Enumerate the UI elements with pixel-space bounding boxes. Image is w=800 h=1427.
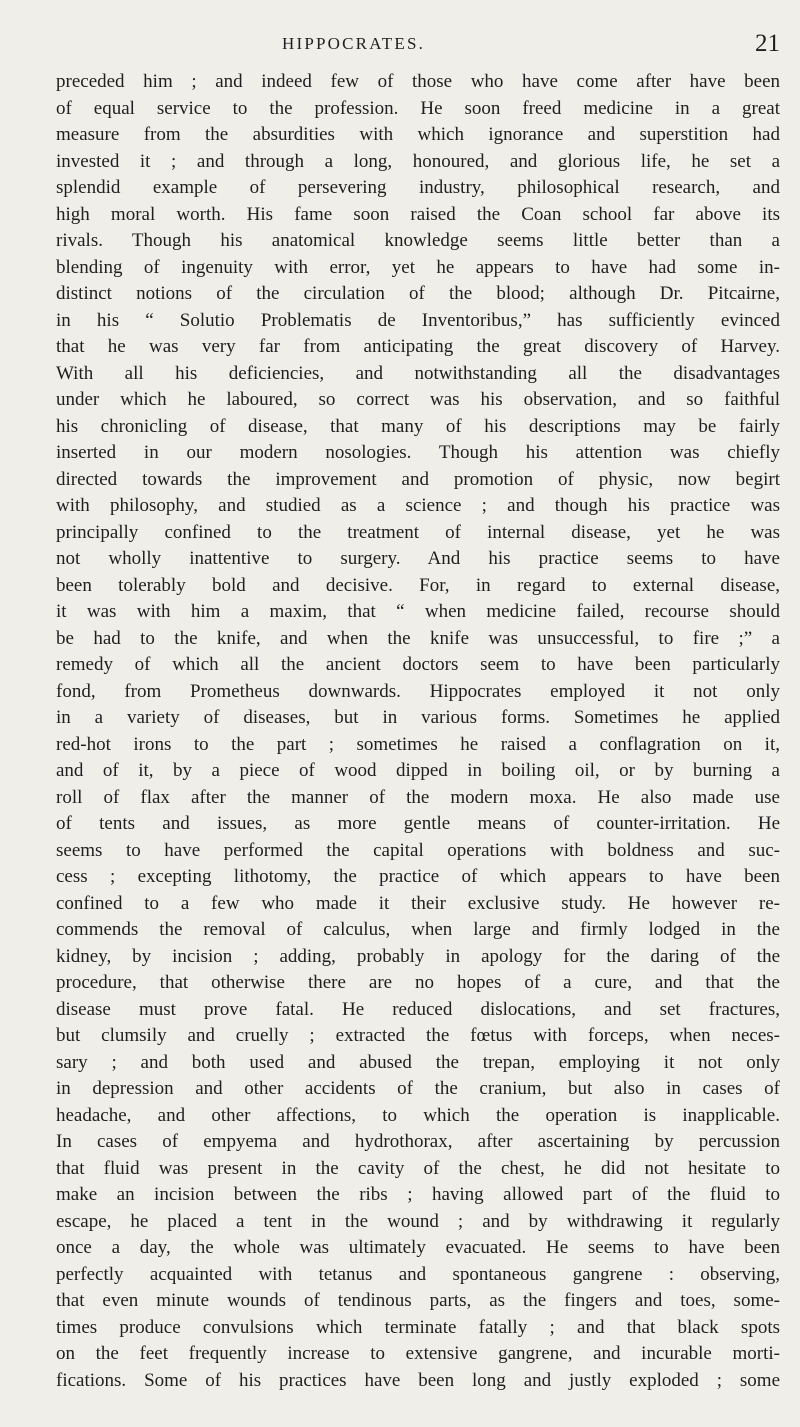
text-line: red-hot irons to the part ; sometimes he raised a conflagration on it,: [56, 733, 780, 755]
body-text: [56, 69, 780, 1394]
text-line: of equal service to the profession. He soon freed medicine in a great: [56, 97, 780, 119]
text-line: rivals. Though his anatomical knowledge seems little better than a: [56, 230, 780, 251]
text-line: in a variety of diseases, but in various forms. Sometimes he applied: [56, 707, 780, 728]
text-line: that he was very far from anticipating the great discovery of Harvey.: [56, 336, 780, 357]
text-line: once a day, the whole was ultimately evacuated. He seems to have been: [56, 1237, 780, 1258]
text-line: preceded him ; and indeed few of those who have come after have been: [56, 71, 780, 92]
text-line: fications. Some of his practices have been long and justly exploded ; some: [56, 1369, 780, 1391]
text-line: been tolerably bold and decisive. For, in regard to external disease,: [56, 574, 780, 596]
text-line: of tents and issues, as more gentle means of counter-irritation. He: [56, 813, 780, 834]
running-head: HIPPOCRATES.: [282, 34, 426, 53]
text-line: under which he laboured, so correct was his observation, and so faithful: [56, 389, 780, 410]
text-line: blending of ingenuity with error, yet he appears to have had some in-: [56, 256, 780, 278]
text-line: splendid example of persevering industry, philosophical research, and: [56, 177, 780, 198]
text-line: principally confined to the treatment of internal disease, yet he was: [56, 521, 780, 543]
text-line: be had to the knife, and when the knife was unsuccessful, to fire ;” a: [56, 627, 780, 649]
text-line: seems to have performed the capital operations with boldness and suc-: [56, 839, 780, 861]
text-line: distinct notions of the circulation of the blood; although Dr. Pitcairne,: [56, 283, 780, 304]
text-line: disease must prove fatal. He reduced dislocations, and set fractures,: [56, 998, 780, 1020]
text-line: and of it, by a piece of wood dipped in boiling oil, or by burning a: [56, 760, 780, 781]
text-line: in depression and other accidents of the cranium, but also in cases of: [56, 1078, 780, 1099]
text-line: kidney, by incision ; adding, probably in apology for the daring of the: [56, 945, 780, 967]
page-number: 21: [755, 30, 780, 57]
text-line: his chronicling of disease, that many of his descriptions may be fairly: [56, 415, 780, 437]
text-line: cess ; excepting lithotomy, the practice of which appears to have been: [56, 866, 780, 887]
text-line: roll of flax after the manner of the modern moxa. He also made use: [56, 786, 780, 808]
text-line: invested it ; and through a long, honoured, and glorious life, he set a: [56, 150, 780, 172]
text-line: in his “ Solutio Problematis de Inventoribus,” has sufficiently evinced: [56, 309, 780, 331]
text-line: that fluid was present in the cavity of the chest, he did not hesitate to: [56, 1157, 780, 1179]
text-line: inserted in our modern nosologies. Though his attention was chiefly: [56, 442, 780, 463]
page-header: [0, 30, 780, 62]
text-line: that even minute wounds of tendinous parts, as the fingers and toes, some-: [56, 1290, 780, 1311]
text-line: escape, he placed a tent in the wound ; and by withdrawing it regularly: [56, 1210, 780, 1232]
text-line: high moral worth. His fame soon raised the Coan school far above its: [56, 203, 780, 225]
text-line: measure from the absurdities with which ignorance and superstition had: [56, 124, 780, 145]
text-line: With all his deficiencies, and notwithstanding all the disadvantages: [56, 362, 780, 384]
text-line: directed towards the improvement and promotion of physic, now begirt: [56, 468, 780, 490]
text-line: not wholly inattentive to surgery. And his practice seems to have: [56, 548, 780, 569]
text-line: commends the removal of calculus, when large and firmly lodged in the: [56, 919, 780, 940]
text-line: remedy of which all the ancient doctors seem to have been particularly: [56, 654, 780, 675]
text-line: times produce convulsions which terminate fatally ; and that black spots: [56, 1316, 780, 1338]
text-line: it was with him a maxim, that “ when medicine failed, recourse should: [56, 601, 780, 622]
text-line: but clumsily and cruelly ; extracted the fœtus with forceps, when neces-: [56, 1025, 780, 1046]
text-line: with philosophy, and studied as a science ; and though his practice was: [56, 495, 780, 516]
text-line: make an incision between the ribs ; having allowed part of the fluid to: [56, 1184, 780, 1205]
text-line: confined to a few who made it their exclusive study. He however re-: [56, 892, 780, 914]
text-line: on the feet frequently increase to extensive gangrene, and incurable morti-: [56, 1343, 780, 1364]
text-line: procedure, that otherwise there are no hopes of a cure, and that the: [56, 972, 780, 993]
text-line: perfectly acquainted with tetanus and spontaneous gangrene : observing,: [56, 1263, 780, 1285]
text-line: sary ; and both used and abused the trepan, employing it not only: [56, 1051, 780, 1073]
text-line: In cases of empyema and hydrothorax, after ascertaining by percussion: [56, 1131, 780, 1152]
text-line: fond, from Prometheus downwards. Hippocrates employed it not only: [56, 680, 780, 702]
text-line: headache, and other affections, to which the operation is inapplicable.: [56, 1104, 780, 1126]
